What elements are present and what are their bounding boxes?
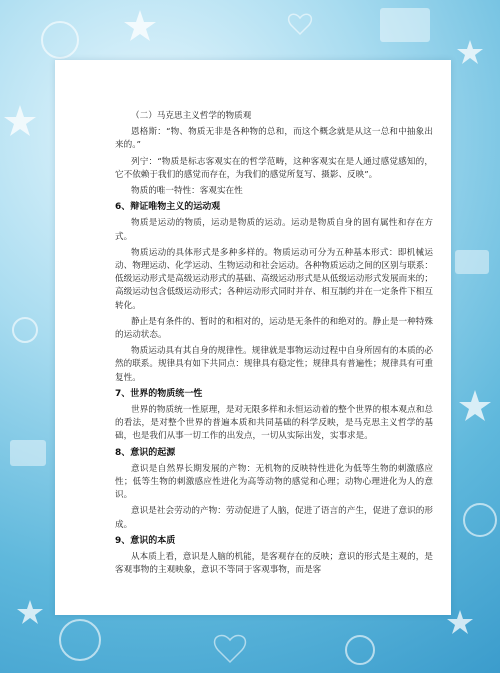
paragraph: 物质运动的具体形式是多种多样的。物质运动可分为五种基本形式：即机械运动、物理运动、化学运动、生物运动和社会运动。各种物质运动之间的区别与联系：低级运动形式是高级运动形式的基础、高级运动形式是从低级运动形式发展而来的；高级运动包含低级运动形式；各种运动形式同时并存、相互制约并在一定条件下相互转化。 xyxy=(115,247,433,311)
envelope-icon xyxy=(455,250,489,274)
bubble-icon xyxy=(60,620,100,660)
heart-icon xyxy=(215,635,246,662)
paragraph: （二）马克思主义哲学的物质观 xyxy=(131,111,252,121)
section-heading: 9、意识的本质 xyxy=(115,535,176,546)
paragraph: 物质运动具有其自身的规律性。规律就是事物运动过程中自身所固有的本质的必然的联系。规律具有如下共同点：规律具有稳定性；规律具有普遍性；规律具有可重复性。 xyxy=(115,346,433,383)
bubble-icon xyxy=(13,318,37,342)
paragraph: 列宁：“物质是标志客观实在的哲学范畴，这种客观实在是人通过感觉感知的，它不依赖于我们的感觉而存在，为我们的感觉所复写、摄影、反映”。 xyxy=(115,156,433,180)
document-page xyxy=(55,60,451,615)
section-heading: 6、辩证唯物主义的运动观 xyxy=(115,202,221,213)
paragraph: 意识是自然界长期发展的产物：无机物的反映特性进化为低等生物的刺激感应性；低等生物的刺激感应性进化为高等动物的感觉和心理；动物心理进化为人的意识。 xyxy=(115,463,433,501)
star-icon xyxy=(4,105,36,136)
paragraph: 从本质上看，意识是人脑的机能，是客观存在的反映；意识的形式是主观的，是客观事物的主观映象，意识不等同于客观事物，而是客 xyxy=(115,552,433,576)
paragraph: 物质的唯一特性：客观实在性 xyxy=(131,186,243,197)
section-heading: 8、意识的起源 xyxy=(115,447,176,458)
paragraph: 世界的物质统一性原理，是对无限多样和永恒运动着的整个世界的根本观点和总的看法，是对整个世界的普遍本质和共同基础的科学反映，是马克思主义哲学的基础，也是我们从事一切工作的出发点，一切从实际出发，实事求是。 xyxy=(115,405,433,442)
star-icon xyxy=(124,10,156,41)
star-icon xyxy=(459,390,491,421)
paragraph: 物质是运动的物质，运动是物质的运动。运动是物质自身的固有属性和存在方式。 xyxy=(115,218,433,242)
section-heading: 7、世界的物质统一性 xyxy=(115,388,203,399)
paragraph: 意识是社会劳动的产物：劳动促进了人脑，促进了语言的产生，促进了意识的形成。 xyxy=(115,506,433,530)
star-icon xyxy=(17,600,43,624)
document-content xyxy=(55,60,451,578)
bubble-icon xyxy=(346,636,374,664)
paragraph: 恩格斯：“物、物质无非是各种物的总和，而这个概念就是从这一总和中抽象出来的。” xyxy=(115,127,433,151)
paragraph: 静止是有条件的、暂时的和相对的，运动是无条件的和绝对的。静止是一种特殊的运动状态。 xyxy=(115,316,433,341)
star-icon xyxy=(457,40,483,64)
heart-icon xyxy=(289,14,312,34)
bubble-icon xyxy=(464,504,496,536)
envelope-icon xyxy=(10,440,46,466)
bubble-icon xyxy=(42,22,78,58)
envelope-icon xyxy=(380,8,430,42)
